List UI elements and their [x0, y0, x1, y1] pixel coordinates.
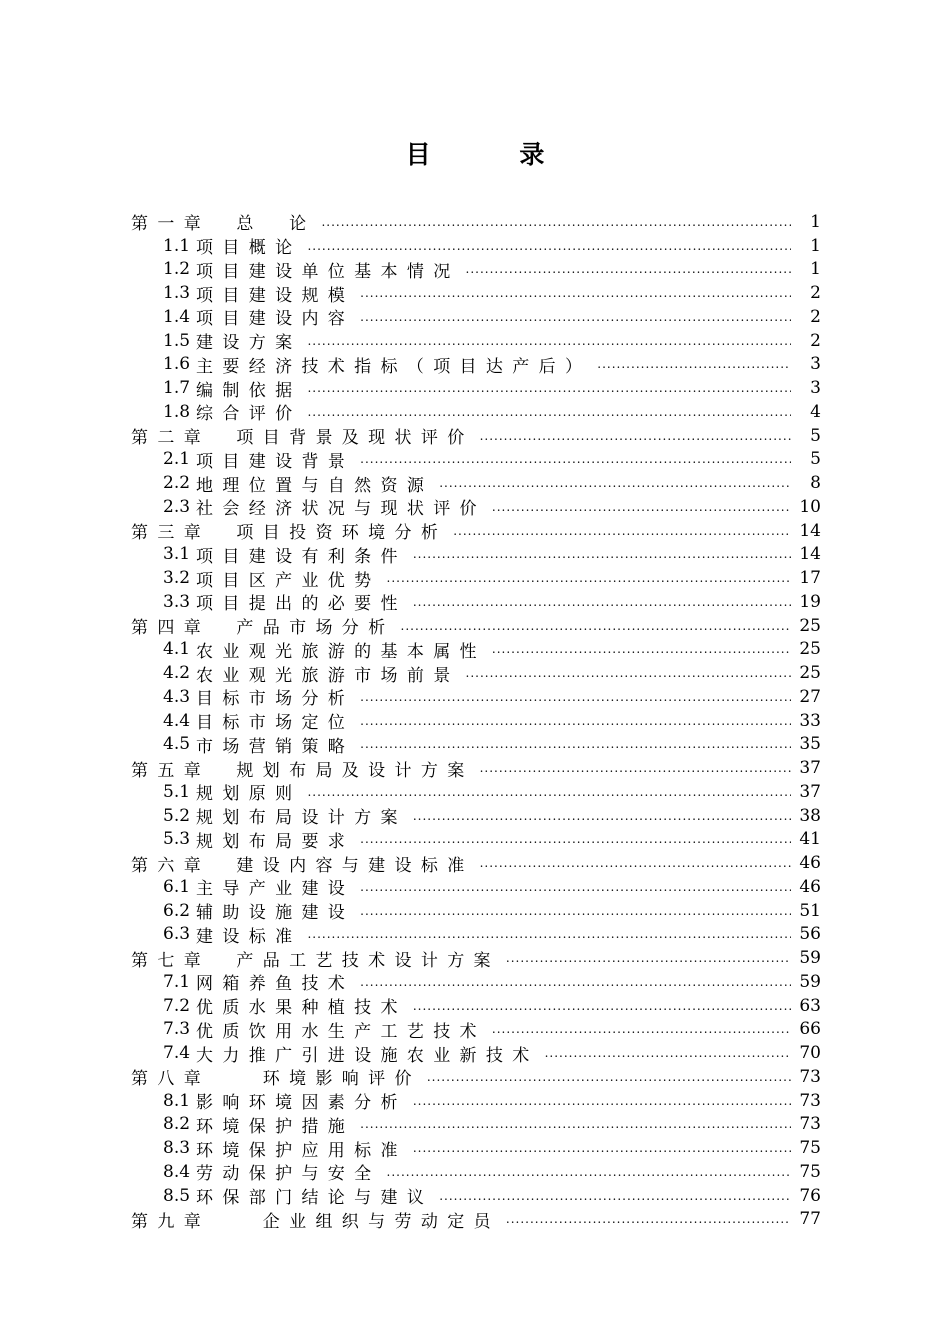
toc-page-number: 75	[799, 1161, 821, 1182]
toc-chapter-entry[interactable]	[131, 424, 821, 448]
toc-page-number: 5	[810, 449, 821, 470]
toc-entry-number: 7.4	[163, 1043, 191, 1064]
toc-leader-dots	[307, 335, 791, 347]
toc-leader-dots	[360, 833, 791, 845]
toc-page-number: 59	[799, 971, 821, 992]
toc-entry-number: 1.1	[163, 235, 191, 256]
toc-page-number: 25	[799, 639, 821, 660]
toc-entry-number: 3.1	[163, 544, 191, 565]
toc-entry-title: 第二章 项目背景及现状评价	[131, 428, 474, 449]
toc-section-entry[interactable]	[131, 376, 821, 400]
toc-leader-dots	[307, 928, 791, 940]
toc-entry-title: 规划布局设计方案	[196, 808, 407, 829]
toc-section-entry[interactable]	[131, 828, 821, 852]
toc-chapter-entry[interactable]	[131, 946, 821, 970]
toc-page-number: 33	[799, 710, 821, 731]
toc-entry-number: 6.1	[163, 876, 191, 897]
toc-entry-title: 编制依据	[196, 380, 302, 401]
toc-section-entry[interactable]	[131, 1089, 821, 1113]
toc-section-entry[interactable]	[131, 448, 821, 472]
toc-entry-title: 农业观光旅游的基本属性	[196, 641, 486, 662]
toc-entry-title: 规划布局要求	[196, 831, 355, 852]
toc-page-number: 2	[810, 283, 821, 304]
toc-entry-number: 8.1	[163, 1090, 191, 1111]
toc-leader-dots	[360, 691, 791, 703]
toc-title: 目 录	[405, 140, 585, 169]
toc-page-number: 51	[799, 900, 821, 921]
toc-page-number: 76	[799, 1185, 821, 1206]
toc-entry-title: 目标市场分析	[196, 689, 355, 710]
toc-page-number: 75	[799, 1138, 821, 1159]
toc-entry-title: 影响环境因素分析	[196, 1093, 407, 1114]
toc-page-number: 10	[799, 496, 821, 517]
toc-leader-dots	[307, 406, 791, 418]
toc-leader-dots	[439, 1190, 791, 1202]
toc-page-number: 14	[799, 520, 821, 541]
toc-entry-title: 项目建设单位基本情况	[196, 261, 460, 282]
toc-page-number: 73	[799, 1066, 821, 1087]
toc-entry-title: 第七章 产品工艺技术设计方案	[131, 950, 500, 971]
toc-leader-dots	[427, 1071, 791, 1083]
toc-section-entry[interactable]	[131, 638, 821, 662]
toc-section-entry[interactable]	[131, 709, 821, 733]
toc-entry-title: 社会经济状况与现状评价	[196, 499, 486, 520]
toc-page-number: 3	[810, 354, 821, 375]
toc-page-number: 41	[799, 829, 821, 850]
toc-section-entry[interactable]	[131, 590, 821, 614]
toc-page-number: 2	[810, 306, 821, 327]
toc-entry-title: 项目提出的必要性	[196, 594, 407, 615]
toc-entry-title: 项目建设有利条件	[196, 546, 407, 567]
toc-entry-title: 综合评价	[196, 404, 302, 425]
toc-leader-dots	[413, 1095, 791, 1107]
toc-chapter-entry[interactable]	[131, 1065, 821, 1089]
table-of-contents	[131, 210, 821, 1231]
toc-entry-title: 第一章 总 论	[131, 214, 316, 235]
toc-page-number: 59	[799, 948, 821, 969]
toc-leader-dots	[360, 715, 791, 727]
toc-page-number: 73	[799, 1090, 821, 1111]
toc-entry-title: 项目建设规模	[196, 285, 355, 306]
toc-page-number: 27	[799, 686, 821, 707]
toc-chapter-entry[interactable]	[131, 756, 821, 780]
toc-leader-dots	[466, 667, 791, 679]
toc-chapter-entry[interactable]	[131, 614, 821, 638]
toc-entry-number: 2.1	[163, 449, 191, 470]
toc-leader-dots	[413, 1142, 791, 1154]
toc-leader-dots	[360, 287, 791, 299]
toc-leader-dots	[492, 1023, 791, 1035]
toc-entry-number: 4.1	[163, 639, 191, 660]
toc-section-entry[interactable]	[131, 1184, 821, 1208]
toc-entry-number: 8.3	[163, 1138, 191, 1159]
toc-entry-title: 项目区产业优势	[196, 570, 381, 591]
toc-section-entry[interactable]	[131, 543, 821, 567]
toc-section-entry[interactable]	[131, 1041, 821, 1065]
toc-page-number: 35	[799, 734, 821, 755]
toc-entry-title: 规划原则	[196, 784, 302, 805]
toc-section-entry[interactable]	[131, 970, 821, 994]
toc-entry-number: 1.5	[163, 330, 191, 351]
toc-section-entry[interactable]	[131, 733, 821, 757]
toc-entry-title: 市场营销策略	[196, 736, 355, 757]
toc-entry-number: 1.4	[163, 306, 191, 327]
toc-entry-number: 5.1	[163, 781, 191, 802]
toc-leader-dots	[466, 263, 791, 275]
toc-leader-dots	[453, 525, 791, 537]
toc-leader-dots	[413, 810, 791, 822]
toc-leader-dots	[307, 786, 791, 798]
toc-section-entry[interactable]	[131, 566, 821, 590]
toc-page-number: 3	[810, 378, 821, 399]
toc-entry-number: 7.2	[163, 995, 191, 1016]
toc-page-number: 2	[810, 330, 821, 351]
toc-chapter-entry[interactable]	[131, 1208, 821, 1232]
toc-entry-title: 网箱养鱼技术	[196, 974, 355, 995]
toc-entry-title: 第九章 企业组织与劳动定员	[131, 1211, 500, 1232]
toc-page-number: 73	[799, 1114, 821, 1135]
toc-entry-number: 4.4	[163, 710, 191, 731]
toc-entry-title: 项目建设内容	[196, 309, 355, 330]
toc-entry-title: 主要经济技术指标（项目达产后）	[196, 356, 592, 377]
toc-section-entry[interactable]	[131, 305, 821, 329]
toc-entry-number: 3.2	[163, 568, 191, 589]
toc-leader-dots	[480, 430, 791, 442]
toc-page-number: 17	[799, 568, 821, 589]
toc-entry-title: 环境保护应用标准	[196, 1140, 407, 1161]
toc-entry-number: 6.3	[163, 924, 191, 945]
toc-leader-dots	[413, 1000, 791, 1012]
toc-entry-number: 3.3	[163, 591, 191, 612]
toc-page-number: 38	[799, 805, 821, 826]
toc-entry-title: 农业观光旅游市场前景	[196, 665, 460, 686]
toc-section-entry[interactable]	[131, 994, 821, 1018]
toc-leader-dots	[360, 976, 791, 988]
toc-entry-number: 2.3	[163, 496, 191, 517]
toc-page-number: 46	[799, 853, 821, 874]
toc-entry-number: 1.7	[163, 378, 191, 399]
toc-entry-title: 目标市场定位	[196, 713, 355, 734]
toc-section-entry[interactable]	[131, 471, 821, 495]
toc-entry-number: 4.5	[163, 734, 191, 755]
toc-entry-title: 大力推广引进设施农业新技术	[196, 1045, 539, 1066]
toc-entry-title: 第五章 规划布局及设计方案	[131, 760, 474, 781]
toc-section-entry[interactable]	[131, 661, 821, 685]
toc-page-number: 1	[810, 235, 821, 256]
toc-entry-number: 8.5	[163, 1185, 191, 1206]
toc-entry-title: 建设标准	[196, 926, 302, 947]
toc-leader-dots	[387, 1166, 792, 1178]
toc-entry-number: 8.2	[163, 1114, 191, 1135]
toc-leader-dots	[360, 881, 791, 893]
toc-entry-number: 1.8	[163, 401, 191, 422]
toc-leader-dots	[360, 905, 791, 917]
toc-section-entry[interactable]	[131, 875, 821, 899]
toc-entry-number: 1.3	[163, 283, 191, 304]
toc-leader-dots	[387, 572, 792, 584]
toc-page-number: 70	[799, 1043, 821, 1064]
toc-page-number: 25	[799, 663, 821, 684]
toc-entry-number: 6.2	[163, 900, 191, 921]
toc-leader-dots	[307, 382, 791, 394]
toc-section-entry[interactable]	[131, 234, 821, 258]
toc-entry-title: 辅助设施建设	[196, 903, 355, 924]
toc-page-number: 66	[799, 1019, 821, 1040]
toc-entry-number: 8.4	[163, 1161, 191, 1182]
toc-page-number: 14	[799, 544, 821, 565]
toc-leader-dots	[506, 1213, 791, 1225]
toc-leader-dots	[321, 216, 791, 228]
toc-entry-title: 环境保护措施	[196, 1116, 355, 1137]
toc-entry-number: 5.3	[163, 829, 191, 850]
toc-entry-number: 1.2	[163, 259, 191, 280]
toc-entry-title: 劳动保护与安全	[196, 1164, 381, 1185]
toc-section-entry[interactable]	[131, 353, 821, 377]
toc-leader-dots	[506, 952, 791, 964]
toc-page-number: 77	[799, 1209, 821, 1230]
toc-entry-number: 5.2	[163, 805, 191, 826]
toc-section-entry[interactable]	[131, 495, 821, 519]
toc-entry-number: 7.1	[163, 971, 191, 992]
toc-leader-dots	[492, 501, 791, 513]
toc-section-entry[interactable]	[131, 1113, 821, 1137]
toc-section-entry[interactable]	[131, 281, 821, 305]
toc-leader-dots	[360, 1118, 791, 1130]
toc-entry-title: 环保部门结论与建议	[196, 1188, 434, 1209]
toc-leader-dots	[307, 240, 791, 252]
toc-section-entry[interactable]	[131, 1160, 821, 1184]
toc-leader-dots	[360, 311, 791, 323]
toc-page-number: 1	[810, 211, 821, 232]
toc-page-number: 8	[810, 473, 821, 494]
toc-page-number: 46	[799, 876, 821, 897]
toc-leader-dots	[597, 358, 791, 370]
toc-entry-title: 主导产业建设	[196, 879, 355, 900]
toc-section-entry[interactable]	[131, 923, 821, 947]
toc-entry-title: 地理位置与自然资源	[196, 475, 434, 496]
toc-leader-dots	[360, 738, 791, 750]
toc-page-number: 37	[799, 781, 821, 802]
toc-section-entry[interactable]	[131, 804, 821, 828]
toc-entry-title: 建设方案	[196, 333, 302, 354]
toc-page-number: 5	[810, 425, 821, 446]
toc-page-number: 37	[799, 758, 821, 779]
toc-section-entry[interactable]	[131, 899, 821, 923]
toc-entry-title: 项目概论	[196, 238, 302, 259]
toc-section-entry[interactable]	[131, 258, 821, 282]
toc-leader-dots	[492, 643, 791, 655]
toc-section-entry[interactable]	[131, 400, 821, 424]
toc-entry-number: 7.3	[163, 1019, 191, 1040]
toc-entry-title: 第三章 项目投资环境分析	[131, 523, 448, 544]
toc-entry-title: 项目建设背景	[196, 451, 355, 472]
toc-leader-dots	[545, 1047, 791, 1059]
toc-entry-title: 第四章 产品市场分析	[131, 618, 395, 639]
toc-entry-number: 2.2	[163, 473, 191, 494]
toc-leader-dots	[360, 453, 791, 465]
toc-leader-dots	[413, 596, 791, 608]
toc-leader-dots	[480, 857, 791, 869]
toc-leader-dots	[413, 548, 791, 560]
toc-chapter-entry[interactable]	[131, 851, 821, 875]
toc-page-number: 56	[799, 924, 821, 945]
toc-leader-dots	[480, 762, 791, 774]
toc-entry-number: 4.2	[163, 663, 191, 684]
toc-page-number: 4	[810, 401, 821, 422]
toc-leader-dots	[401, 620, 792, 632]
toc-chapter-entry[interactable]	[131, 210, 821, 234]
toc-leader-dots	[439, 477, 791, 489]
toc-page-number: 25	[799, 615, 821, 636]
toc-entry-number: 1.6	[163, 354, 191, 375]
toc-section-entry[interactable]	[131, 1018, 821, 1042]
toc-section-entry[interactable]	[131, 1136, 821, 1160]
toc-page-number: 19	[799, 591, 821, 612]
toc-entry-number: 4.3	[163, 686, 191, 707]
toc-entry-title: 第六章 建设内容与建设标准	[131, 855, 474, 876]
toc-section-entry[interactable]	[131, 780, 821, 804]
toc-chapter-entry[interactable]	[131, 519, 821, 543]
toc-section-entry[interactable]	[131, 685, 821, 709]
toc-section-entry[interactable]	[131, 329, 821, 353]
toc-page-number: 63	[799, 995, 821, 1016]
toc-entry-title: 优质水果种植技术	[196, 998, 407, 1019]
toc-page-number: 1	[810, 259, 821, 280]
toc-entry-title: 第八章 环境影响评价	[131, 1069, 421, 1090]
toc-entry-title: 优质饮用水生产工艺技术	[196, 1021, 486, 1042]
